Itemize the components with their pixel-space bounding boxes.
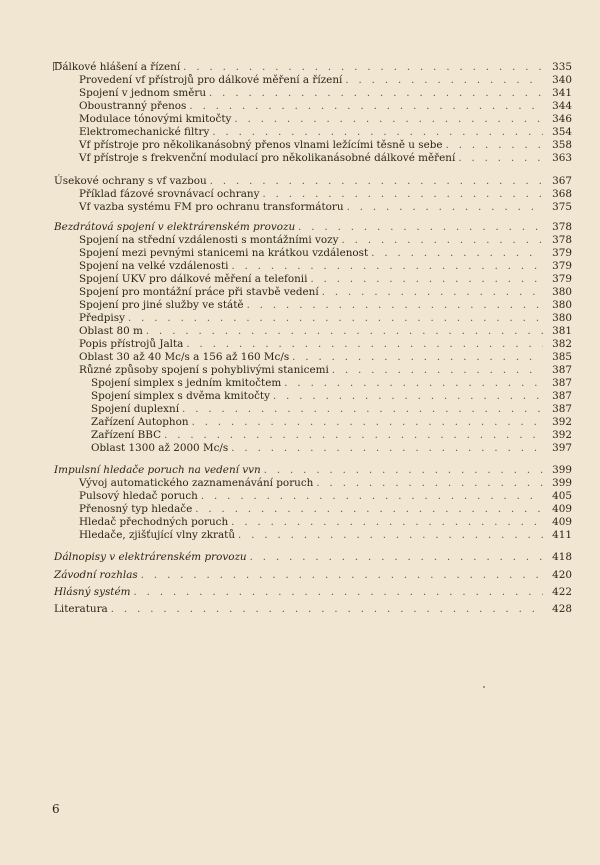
toc-entry [54,551,572,564]
toc-entry [91,390,572,403]
toc-entry-page: 363 [552,152,572,164]
toc-entry-page: 358 [552,139,572,151]
toc-entry-title: Spojení simplex s dvěma kmitočty [91,390,270,402]
toc-entry [91,416,572,429]
toc-entry [54,464,572,477]
toc-entry [79,516,572,529]
toc-entry-page: 380 [552,299,572,311]
toc-entry-page: 409 [552,516,572,528]
toc-entry [79,364,572,377]
toc-entry [79,477,572,490]
toc-entry [79,273,572,286]
toc-entry-page: 380 [552,286,572,298]
toc-entry-title: Závodní rozhlas [54,569,138,581]
toc-entry [79,490,572,503]
toc-entry-title: Provedení vf přístrojů pro dálkové měření a řízení [79,74,343,86]
toc-entry [79,126,572,139]
toc-entry [79,152,572,165]
toc-entry [54,175,572,188]
toc-entry [79,201,572,214]
toc-entry [79,247,572,260]
toc-entry-page: 392 [552,416,572,428]
toc-entry-page: 382 [552,338,572,350]
toc-entry-title: Spojení duplexní [91,403,180,415]
toc-entry-page: 378 [552,221,572,233]
toc-entry [91,377,572,390]
toc-entry-page: 344 [552,100,572,112]
toc-entry [79,234,572,247]
toc-entry-page: 405 [552,490,572,502]
toc-entry-page: 387 [552,377,572,389]
toc-entry [79,74,572,87]
toc-entry-page: 378 [552,234,572,246]
toc-entry-title: Příklad fázové srovnávací ochrany [79,188,260,200]
toc-entry-title: Hledač přechodných poruch [79,516,229,528]
toc-entry [91,403,572,416]
toc-entry-title: Úsekové ochrany s vf vazbou [54,175,207,187]
toc-entry-title: Dálnopisy v elektrárenském provozu [54,551,247,563]
toc-entry [79,100,572,113]
toc-entry [79,312,572,325]
toc-entry-page: 397 [552,442,572,454]
toc-entry-title: Různé způsoby spojení s pohyblivými stanicemi [79,364,329,376]
toc-entry [79,529,572,542]
ink-speck [483,686,485,688]
toc-entry-page: 368 [552,188,572,200]
toc-entry [79,87,572,100]
toc-entry-page: 411 [552,529,572,541]
toc-entry-title: Spojení na střední vzdálenosti s montážními vozy [79,234,339,246]
toc-entry-page: 428 [552,603,572,615]
toc-entry-title: Popis přístrojů Jalta [79,338,184,350]
toc-entry-page: 367 [552,175,572,187]
toc-entry-page: 379 [552,273,572,285]
toc-entry-page: 387 [552,390,572,402]
toc-entry-page: 422 [552,586,572,598]
toc-entry-page: 387 [552,403,572,415]
toc-entry-title: Spojení v jednom směru [79,87,207,99]
toc-entry-title: Dálkové hlášení a řízení [54,61,181,73]
page-number: 6 [52,802,60,816]
toc-entry-page: 375 [552,201,572,213]
toc-entry-page: 341 [552,87,572,99]
toc-entry-title: Bezdrátová spojení v elektrárenském provozu [54,221,296,233]
toc-entry [79,260,572,273]
toc-entry-page: 340 [552,74,572,86]
toc-entry-title: Vf přístroje pro několikanásobný přenos vlnami ležícími těsně u sebe [79,139,443,151]
toc-entry-title: Oblast 80 m [79,325,143,337]
toc-entry-title: Vf přístroje s frekvenční modulací pro několikanásobné dálkové měření [79,152,456,164]
toc-entry-title: Oboustranný přenos [79,100,187,112]
toc-entry-title: Spojení UKV pro dálkové měření a telefonii [79,273,308,285]
toc-entry [79,113,572,126]
toc-entry-title: Spojení pro jiné služby ve státě [79,299,244,311]
toc-entry [54,221,572,234]
toc-entry-page: 381 [552,325,572,337]
toc-entry-page: 354 [552,126,572,138]
toc-entry [79,286,572,299]
toc-entry-title: Spojení simplex s jedním kmitočtem [91,377,282,389]
toc-entry-title: Elektromechanické filtry [79,126,210,138]
toc-entry-page: 387 [552,364,572,376]
toc-entry [54,586,572,599]
toc-entry-title: Zařízení BBC [91,429,162,441]
toc-entry-title: Přenosný typ hledače [79,503,193,515]
toc-entry [54,569,572,582]
toc-entry-page: 379 [552,260,572,272]
toc-entry [79,299,572,312]
toc-entry-page: 380 [552,312,572,324]
toc-entry-title: Předpisy [79,312,125,324]
toc-entry-page: 418 [552,551,572,563]
toc-entry-title: Vf vazba systému FM pro ochranu transformátoru [79,201,344,213]
toc-entry-title: Impulsní hledače poruch na vedení vvn [54,464,261,476]
toc-entry-page: 385 [552,351,572,363]
toc-entry-title: Spojení pro montážní práce při stavbě vedení [79,286,319,298]
toc-entry-title: Oblast 30 až 40 Mc/s a 156 až 160 Mc/s [79,351,290,363]
toc-entry-title: Pulsový hledač poruch [79,490,198,502]
toc-entry-page: 399 [552,464,572,476]
toc-entry-title: Hlásný systém [54,586,131,598]
toc-entry [91,442,572,455]
toc-entry-title: Zařízení Autophon [91,416,189,428]
toc-entry [91,429,572,442]
toc-entry [79,139,572,152]
toc-entry [79,351,572,364]
toc-entry-page: 399 [552,477,572,489]
toc-entry-title: Hledače, zjišťující vlny zkratů [79,529,236,541]
toc-entry-title: Vývoj automatického zaznamenávání poruch [79,477,314,489]
toc-entry [54,61,572,74]
toc-entry-page: 420 [552,569,572,581]
toc-entry [79,325,572,338]
toc-entry-page: 379 [552,247,572,259]
toc-entry-title: Literatura [54,603,108,615]
toc-entry [54,603,572,616]
toc-entry-page: 346 [552,113,572,125]
toc-entry-title: Spojení na velké vzdálenosti [79,260,229,272]
toc-entry-title: Modulace tónovými kmitočty [79,113,232,125]
toc-entry [79,188,572,201]
toc-entry-title: Spojení mezi pevnými stanicemi na krátkou vzdálenost [79,247,369,259]
toc-entry [79,338,572,351]
toc-entry [79,503,572,516]
toc-entry-page: 335 [552,61,572,73]
toc-entry-page: 409 [552,503,572,515]
toc-entry-title: Oblast 1300 až 2000 Mc/s [91,442,229,454]
toc-entry-page: 392 [552,429,572,441]
